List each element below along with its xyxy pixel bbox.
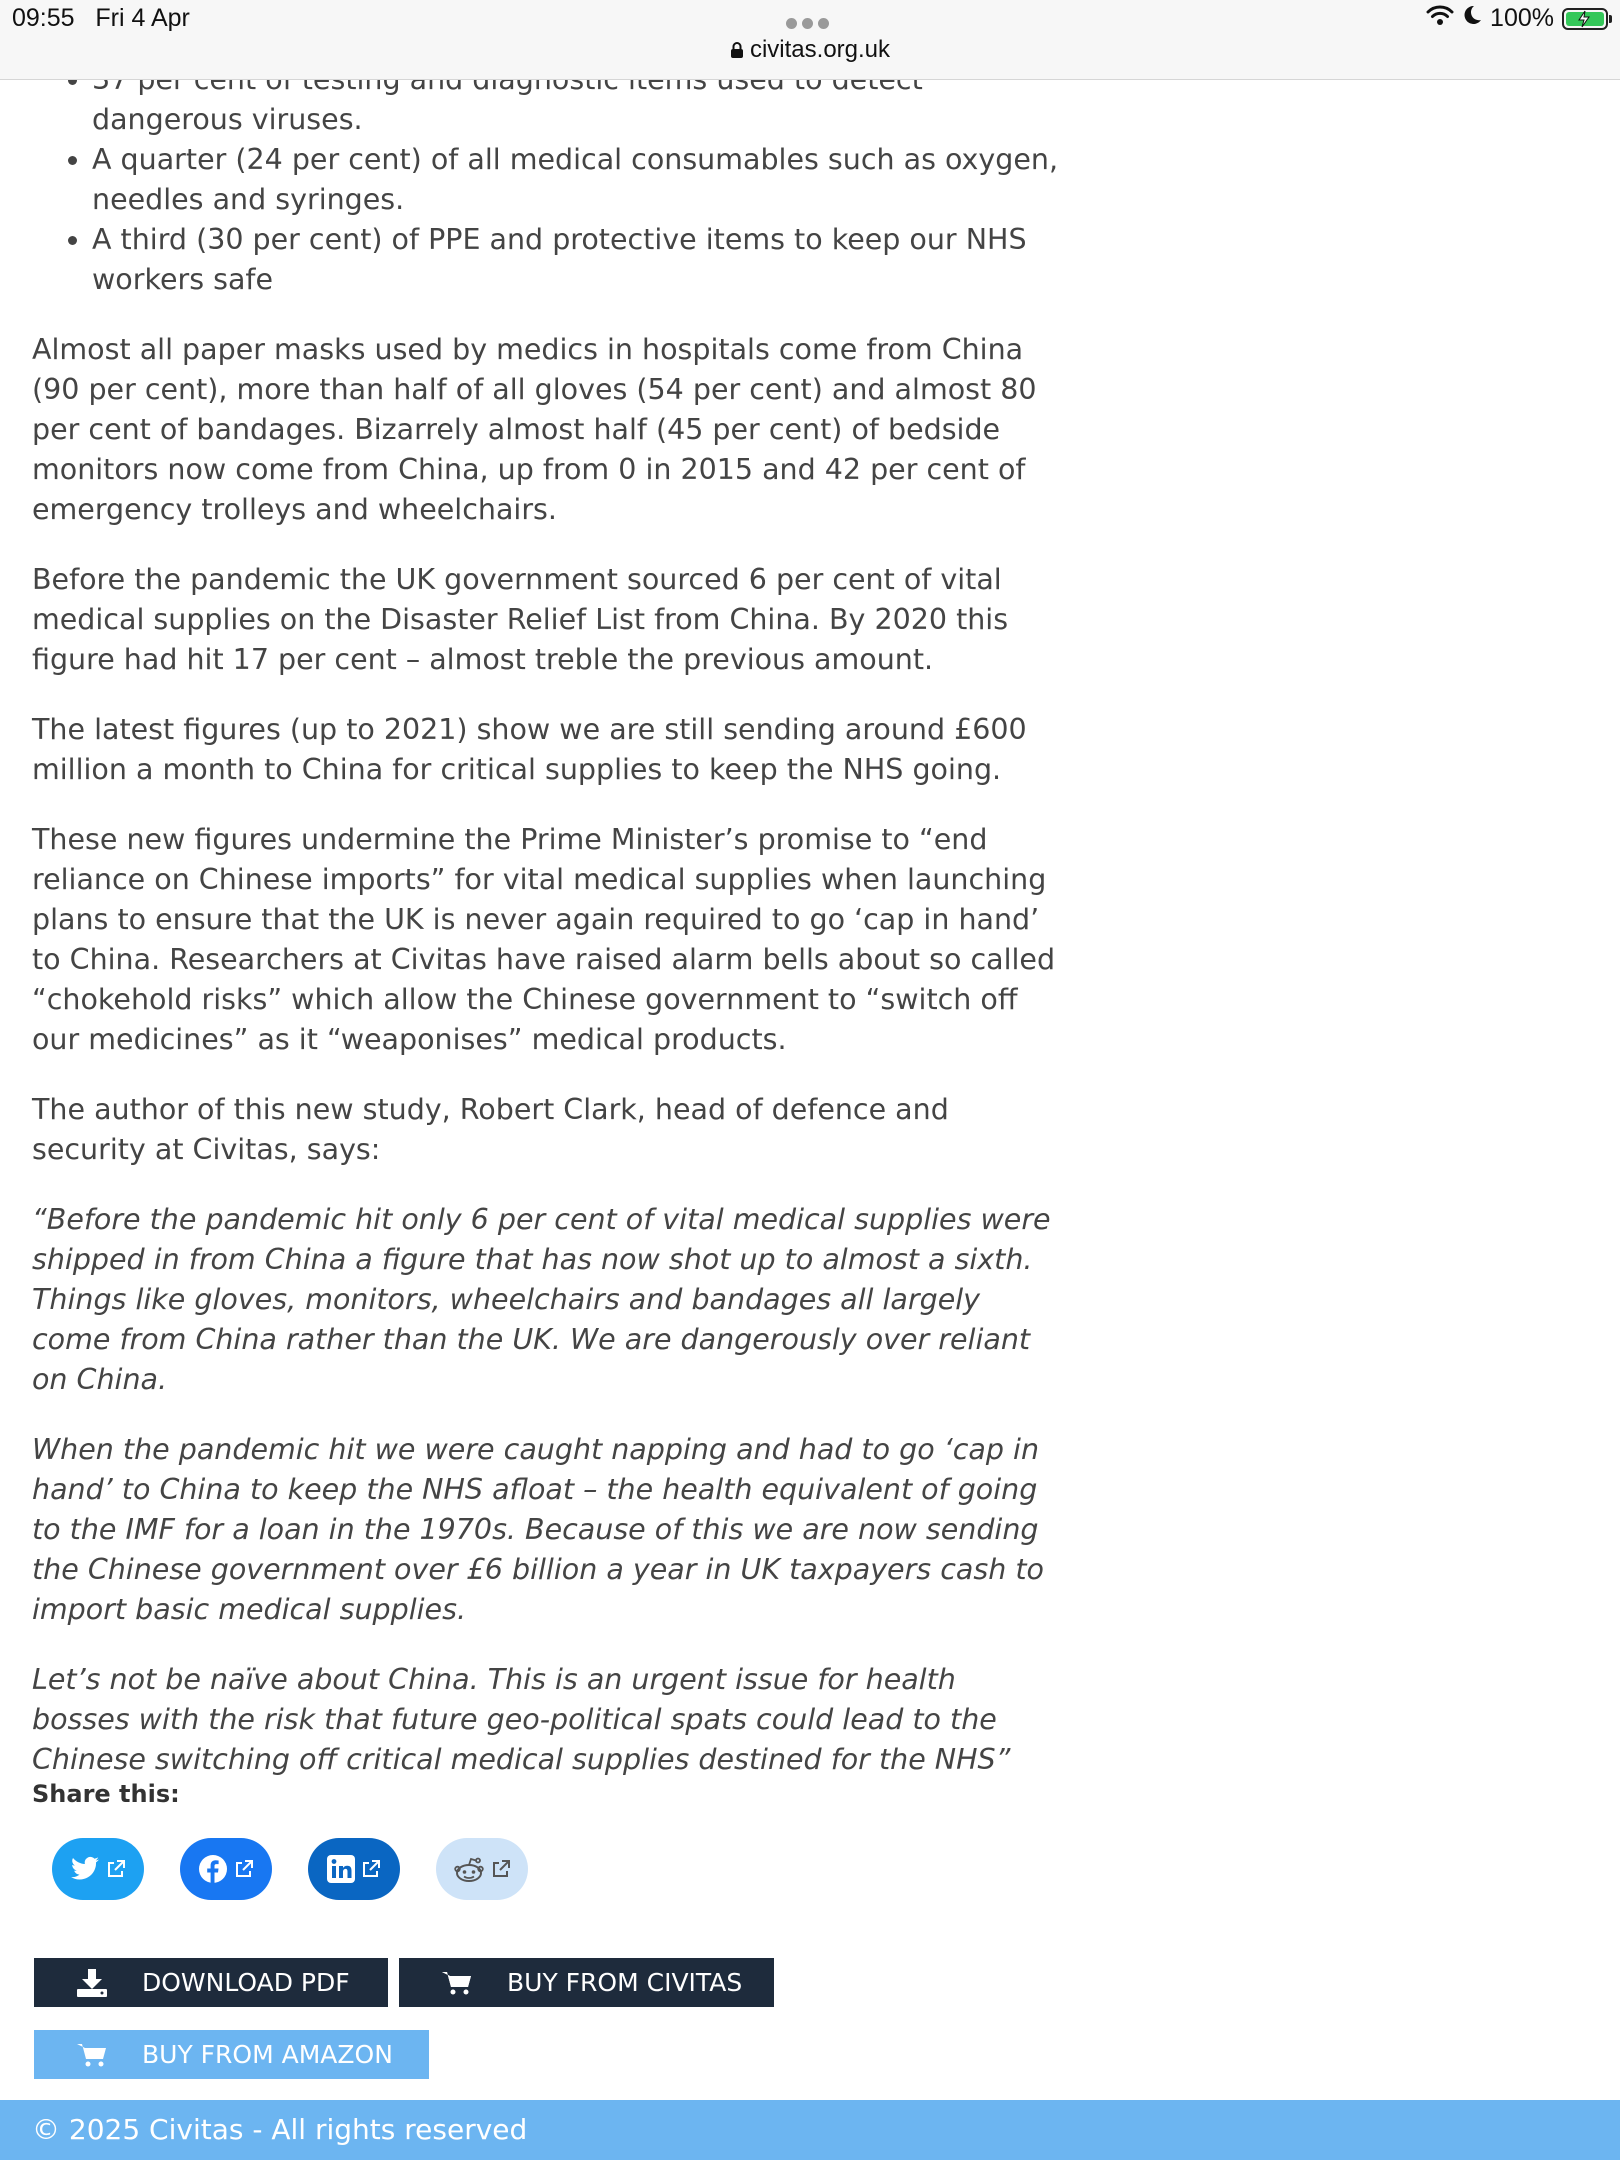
quote-paragraph: When the pandemic hit we were caught napping and had to go ‘cap in hand’ to China to keep the NHS afloat – the health equivalent of going to the IMF for a loan in the 1970s. Because of this we are now sending the Chinese government over £6 billion a year in UK taxpayers cash to import basic medical supplies. xyxy=(32,1433,1044,1626)
share-twitter-button[interactable] xyxy=(52,1838,144,1900)
buy-from-amazon-label: BUY FROM AMAZON xyxy=(142,2040,393,2069)
download-icon xyxy=(62,1969,122,1997)
quote-paragraph: Let’s not be naïve about China. This is an urgent issue for health bosses with the risk that future geo-political spats could lead to the Chinese switching off critical medical supplies destined for the NHS” xyxy=(32,1663,1011,1776)
paragraph: Before the pandemic the UK government sourced 6 per cent of vital medical supplies on the Disaster Relief List from China. By 2020 this figure had hit 17 per cent – almost treble the previous amount. xyxy=(32,563,1009,676)
buy-from-amazon-button[interactable] xyxy=(34,2030,429,2079)
url-text: civitas.org.uk xyxy=(749,36,891,63)
paragraph: The latest figures (up to 2021) show we are still sending around £600 million a month to China for critical supplies to keep the NHS going. xyxy=(32,713,1027,786)
external-link-icon xyxy=(491,1859,511,1879)
reddit-icon xyxy=(453,1855,485,1883)
share-title: Share this: xyxy=(32,1780,180,1808)
twitter-icon xyxy=(70,1856,100,1882)
moon-icon xyxy=(1462,4,1482,33)
status-bar xyxy=(0,0,1620,80)
list-item: • dangerous viruses. xyxy=(92,60,1062,140)
share-buttons xyxy=(52,1838,528,1900)
status-indicators xyxy=(1426,4,1608,33)
buy-from-civitas-label: BUY FROM CIVITAS xyxy=(507,1968,743,1997)
address-bar[interactable] xyxy=(0,36,1620,66)
list-item: • A third (30 per cent) of PPE and protective items to keep our NHS workers safe xyxy=(92,220,1062,300)
share-linkedin-button[interactable] xyxy=(308,1838,400,1900)
paragraph: The author of this new study, Robert Clark, head of defence and security at Civitas, says: xyxy=(32,1093,949,1166)
article-body xyxy=(32,60,1062,1810)
quote-paragraph: “Before the pandemic hit only 6 per cent of vital medical supplies were shipped in from China a figure that has now shot up to almost a sixth. Things like gloves, monitors, wheelchairs and bandages all largely come from China rather than the UK. We are dangerously over reliant on China. xyxy=(32,1203,1051,1396)
facebook-icon xyxy=(198,1854,228,1884)
cart-icon xyxy=(62,2042,122,2068)
battery-percent: 100% xyxy=(1490,4,1554,32)
cart-icon xyxy=(427,1970,487,1996)
paragraph: These new figures undermine the Prime Minister’s promise to “end reliance on Chinese imports” for vital medical supplies when launching plans to ensure that the UK is never again required to go ‘cap in hand’ to China. Researchers at Civitas have raised alarm bells about so called “chokehold risks” which allow the Chinese government to “switch off our medicines” as it “weaponises” medical products. xyxy=(32,823,1056,1056)
external-link-icon xyxy=(106,1859,126,1879)
battery-icon xyxy=(1562,8,1608,30)
download-pdf-label: DOWNLOAD PDF xyxy=(142,1968,350,1997)
external-link-icon xyxy=(234,1859,254,1879)
bullet-list xyxy=(32,60,1062,300)
share-facebook-button[interactable] xyxy=(180,1838,272,1900)
status-date: Fri 4 Apr xyxy=(95,4,190,32)
linkedin-icon xyxy=(327,1855,355,1883)
list-item: • A quarter (24 per cent) of all medical consumables such as oxygen, needles and syringes. xyxy=(92,140,1062,220)
more-dots-icon[interactable] xyxy=(786,14,834,26)
wifi-icon xyxy=(1426,4,1454,33)
share-reddit-button[interactable] xyxy=(436,1838,528,1900)
lock-icon xyxy=(730,38,744,66)
paragraph: Almost all paper masks used by medics in hospitals come from China (90 per cent), more than half of all gloves (54 per cent) and almost 80 per cent of bandages. Bizarrely almost half (45 per cent) of bedside monitors now come from China, up from 0 in 2015 and 42 per cent of emergency trolleys and wheelchairs. xyxy=(32,333,1037,526)
copyright-text: © 2025 Civitas - All rights reserved xyxy=(32,2113,528,2146)
download-pdf-button[interactable] xyxy=(34,1958,388,2007)
status-time-date xyxy=(12,4,190,33)
external-link-icon xyxy=(361,1859,381,1879)
status-time: 09:55 xyxy=(12,4,75,32)
footer xyxy=(0,2100,1620,2160)
buy-from-civitas-button[interactable] xyxy=(399,1958,774,2007)
